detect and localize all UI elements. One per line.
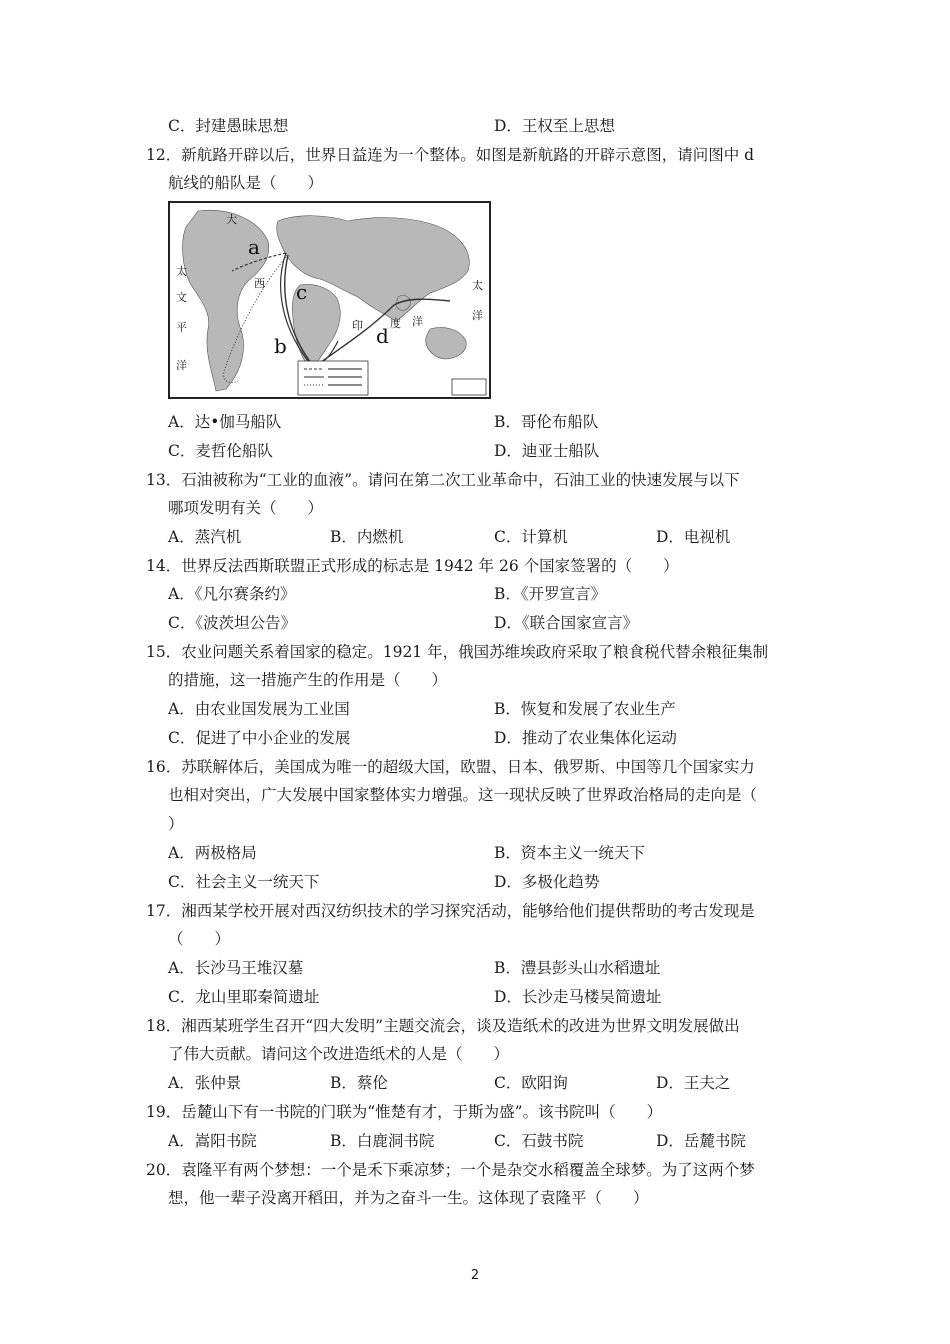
q12-option-d[interactable]: D．迪亚士船队	[494, 442, 600, 460]
q20-stem-line2: 想，他一辈子没离开稻田，并为之奋斗一生。这体现了袁隆平（ ）	[168, 1189, 649, 1207]
q15-option-c[interactable]: C．促进了中小企业的发展	[168, 729, 351, 747]
q17-stem-line2: （ ）	[168, 930, 231, 948]
q19-stem-line1: 19．岳麓山下有一书院的门联为“惟楚有才，于斯为盛”。该书院叫（ ）	[146, 1103, 663, 1121]
map-label-yang2: 洋	[412, 315, 423, 328]
map-label-d: d	[376, 324, 389, 348]
q12-option-a[interactable]: A．达•伽马船队	[168, 413, 282, 431]
q16-option-b[interactable]: B．资本主义一统天下	[494, 844, 645, 862]
q19-option-d[interactable]: D．岳麓书院	[656, 1132, 746, 1150]
q18-option-d[interactable]: D．王夫之	[656, 1074, 731, 1092]
q14-stem-line1: 14．世界反法西斯联盟正式形成的标志是 1942 年 26 个国家签署的（ ）	[146, 557, 679, 575]
q12-option-b[interactable]: B．哥伦布船队	[494, 413, 599, 431]
map-label-a: a	[248, 235, 260, 259]
map-label-yang3: 洋	[472, 309, 483, 322]
map-label-xi: 西	[254, 277, 265, 290]
map-label-du: 度	[390, 317, 401, 330]
q18-option-b[interactable]: B．蔡伦	[330, 1074, 388, 1092]
q19-option-a[interactable]: A．嵩阳书院	[168, 1132, 257, 1150]
q14-option-a[interactable]: A．《凡尔赛条约》	[168, 585, 296, 603]
new-sea-routes-map	[168, 201, 491, 399]
q18-stem-line2: 了伟大贡献。请问这个改进造纸术的人是（ ）	[168, 1045, 510, 1063]
q14-option-b[interactable]: B．《开罗宣言》	[494, 585, 607, 603]
q14-option-c[interactable]: C．《波茨坦公告》	[168, 614, 297, 632]
q17-option-d[interactable]: D．长沙走马楼吴简遗址	[494, 988, 662, 1006]
q17-stem-line1: 17．湘西某学校开展对西汉纺织技术的学习探究活动，能够给他们提供帮助的考古发现是	[146, 902, 755, 920]
q15-stem-line1: 15．农业问题关系着国家的稳定。1921 年，俄国苏维埃政府采取了粮食税代替余粮征集制	[146, 643, 769, 661]
map-label-yang1: 洋	[176, 359, 187, 372]
q12-stem-line1: 12．新航路开辟以后，世界日益连为一个整体。如图是新航路的开辟示意图，请问图中 d	[146, 146, 755, 164]
q15-option-d[interactable]: D．推动了农业集体化运动	[494, 729, 677, 747]
q17-option-c[interactable]: C．龙山里耶秦简遗址	[168, 988, 320, 1006]
q12-stem-line2: 航线的船队是（ ）	[168, 174, 324, 192]
q11-option-c[interactable]: C．封建愚昧思想	[168, 117, 289, 135]
q16-stem-line2: 也相对突出，广大发展中国家整体实力增强。这一现状反映了世界政治格局的走向是（	[168, 786, 758, 804]
map-label-ping: 平	[176, 321, 187, 334]
q11-option-d[interactable]: D．王权至上思想	[494, 117, 615, 135]
map-label-tai1: 太	[176, 265, 187, 278]
q19-option-c[interactable]: C．石鼓书院	[494, 1132, 584, 1150]
page-number: 2	[470, 1268, 480, 1283]
q13-option-d[interactable]: D．电视机	[656, 528, 731, 546]
q16-option-a[interactable]: A．两极格局	[168, 844, 257, 862]
map-label-b: b	[274, 334, 287, 358]
q16-option-c[interactable]: C．社会主义一统天下	[168, 873, 320, 891]
q13-option-a[interactable]: A．蒸汽机	[168, 528, 242, 546]
q18-option-c[interactable]: C．欧阳询	[494, 1074, 568, 1092]
map-label-tai2: 太	[472, 279, 483, 292]
q15-option-a[interactable]: A．由农业国发展为工业国	[168, 700, 350, 718]
map-label-c: c	[296, 280, 308, 304]
q13-stem-line1: 13．石油被称为“工业的血液”。请问在第二次工业革命中，石油工业的快速发展与以下	[146, 471, 740, 489]
q16-option-d[interactable]: D．多极化趋势	[494, 873, 600, 891]
q20-stem-line1: 20．袁隆平有两个梦想：一个是禾下乘凉梦；一个是杂交水稻覆盖全球梦。为了这两个梦	[146, 1161, 755, 1179]
q18-stem-line1: 18．湘西某班学生召开“四大发明”主题交流会，谈及造纸术的改进为世界文明发展做出	[146, 1017, 740, 1035]
map-label-wen: 文	[176, 291, 187, 304]
q13-stem-line2: 哪项发明有关（ ）	[168, 499, 324, 517]
q15-option-b[interactable]: B．恢复和发展了农业生产	[494, 700, 676, 718]
q15-stem-line2: 的措施，这一措施产生的作用是（ ）	[168, 671, 448, 689]
q14-option-d[interactable]: D．《联合国家宣言》	[494, 614, 639, 632]
q17-option-b[interactable]: B．澧县彭头山水稻遗址	[494, 959, 661, 977]
q16-stem-line1: 16．苏联解体后，美国成为唯一的超级大国，欧盟、日本、俄罗斯、中国等几个国家实力	[146, 758, 755, 776]
q19-option-b[interactable]: B．白鹿洞书院	[330, 1132, 435, 1150]
q13-option-c[interactable]: C．计算机	[494, 528, 568, 546]
map-label-yin: 印	[352, 319, 363, 332]
map-label-da: 大	[226, 213, 237, 226]
q16-stem-line3: ）	[168, 815, 184, 833]
q18-option-a[interactable]: A．张仲景	[168, 1074, 242, 1092]
q17-option-a[interactable]: A．长沙马王堆汉墓	[168, 959, 304, 977]
q12-option-c[interactable]: C．麦哲伦船队	[168, 442, 273, 460]
q13-option-b[interactable]: B．内燃机	[330, 528, 404, 546]
